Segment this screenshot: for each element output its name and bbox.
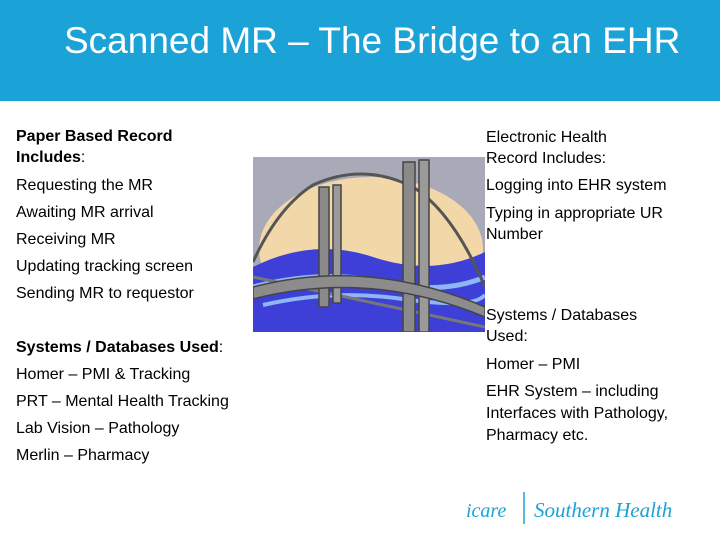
- left-item: Receiving MR: [16, 231, 116, 248]
- left-system-item: Lab Vision – Pathology: [16, 420, 180, 437]
- right-item: Logging into EHR system: [486, 177, 667, 194]
- icare-logo-text: icare: [466, 500, 507, 522]
- left-heading-line2: [16, 149, 85, 167]
- left-item: Updating tracking screen: [16, 258, 193, 275]
- right-systems-heading-line2: [486, 328, 528, 346]
- right-item: Number: [486, 226, 543, 243]
- left-systems-heading-text: Systems / Databases Used: [16, 339, 219, 356]
- right-system-item: EHR System – including: [486, 383, 659, 400]
- right-system-item: Pharmacy etc.: [486, 427, 589, 444]
- left-system-item: Merlin – Pharmacy: [16, 447, 150, 464]
- right-system-item: Interfaces with Pathology,: [486, 405, 669, 422]
- southern-health-logo-text: Southern Health: [534, 498, 673, 522]
- right-systems-heading-line1: Systems / Databases: [486, 307, 638, 324]
- right-heading-text: Record Includes: [486, 150, 602, 167]
- right-heading-line2: [486, 150, 606, 168]
- left-item: Requesting the MR: [16, 177, 153, 194]
- bridge-illustration: [253, 157, 485, 332]
- left-item: Sending MR to requestor: [16, 285, 194, 302]
- right-system-item: Homer – PMI: [486, 356, 581, 373]
- left-systems-heading: [16, 339, 223, 357]
- right-heading-colon: :: [601, 150, 607, 167]
- left-system-item: PRT – Mental Health Tracking: [16, 393, 229, 410]
- left-item: Awaiting MR arrival: [16, 204, 154, 221]
- left-heading-line1: Paper Based Record: [16, 128, 173, 145]
- left-heading-includes: Includes: [16, 149, 81, 166]
- left-system-item: Homer – PMI & Tracking: [16, 366, 191, 383]
- southern-health-logo: [462, 488, 702, 528]
- left-systems-colon: :: [218, 339, 224, 356]
- right-item: Typing in appropriate UR: [486, 205, 663, 222]
- left-heading-colon: :: [80, 149, 86, 166]
- right-systems-used: Used: [486, 328, 524, 345]
- right-heading-line1: Electronic Health: [486, 129, 607, 146]
- slide-title: Scanned MR – The Bridge to an EHR: [64, 20, 681, 61]
- right-systems-colon: :: [523, 328, 528, 345]
